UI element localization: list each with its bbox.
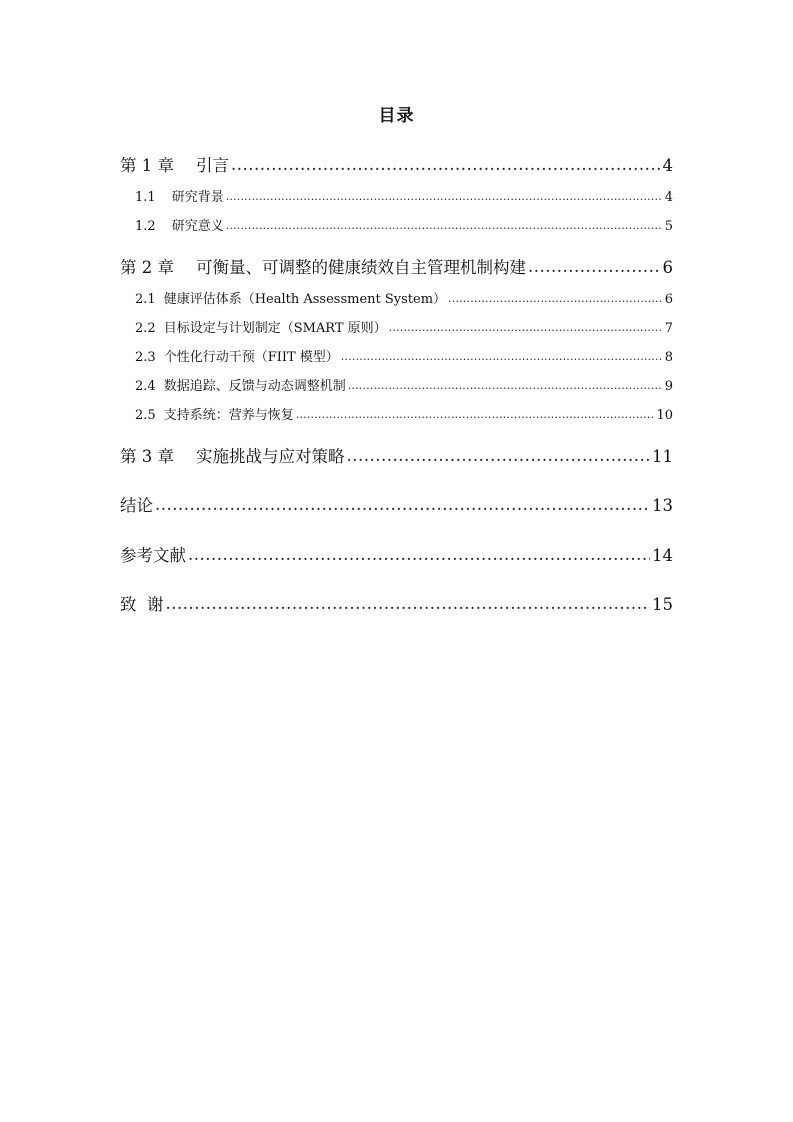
toc-entry-page: 6: [662, 258, 673, 277]
toc-leader-dots: [341, 347, 663, 367]
toc-entry-number: 2.5: [135, 408, 156, 423]
toc-entry-label: 致 谢: [120, 595, 164, 614]
toc-entry-page: 10: [656, 408, 673, 423]
toc-leader-dots: [389, 318, 663, 338]
toc-entry-page: 8: [664, 350, 673, 365]
toc-entry-page: 6: [664, 292, 673, 307]
toc-entry-label: 引言: [196, 156, 229, 175]
toc-entry-page: 5: [664, 219, 673, 234]
toc-entry-page: 14: [652, 546, 673, 565]
toc-entry-label: 可衡量、可调整的健康绩效自主管理机制构建: [196, 258, 526, 277]
toc-entry-acknowledgements[interactable]: [120, 593, 673, 617]
toc-entry-chapter-2[interactable]: [120, 256, 673, 280]
toc-entry-label: 健康评估体系（Health Assessment System）: [163, 292, 447, 307]
toc-entry-label: 数据追踪、反馈与动态调整机制: [163, 379, 346, 394]
toc-entry-number: 2.4: [135, 379, 156, 394]
toc-entry-number: 1.1: [135, 190, 156, 205]
toc-entry-number: 2.3: [135, 350, 156, 365]
toc-entry-label: 实施挑战与应对策略: [196, 447, 345, 466]
toc-leader-dots: [448, 289, 663, 309]
toc-entry-number: 1.2: [135, 219, 156, 234]
toc-entry-section-2-3[interactable]: [135, 348, 673, 368]
toc-entry-label: 支持系统：营养与恢复: [163, 408, 294, 423]
toc-entry-section-1-2[interactable]: [135, 217, 673, 237]
toc-leader-dots: [226, 216, 663, 236]
toc-entry-page: 4: [664, 190, 673, 205]
toc-entry-section-2-4[interactable]: [135, 377, 673, 397]
toc-entry-chapter-3[interactable]: [120, 445, 673, 469]
toc-leader-dots: [231, 153, 661, 177]
toc-entry-number: 2.1: [135, 292, 156, 307]
toc-entry-number: 第 2 章: [120, 258, 174, 277]
toc-entry-label: 个性化行动干预（FIIT 模型）: [163, 350, 339, 365]
toc-entry-page: 7: [664, 321, 673, 336]
toc-entry-chapter-1[interactable]: [120, 154, 673, 178]
toc-entry-page: 11: [652, 447, 673, 466]
toc-leader-dots: [155, 493, 650, 517]
toc-entry-page: 15: [652, 595, 673, 614]
toc-entry-page: 4: [662, 156, 673, 175]
toc-entry-page: 13: [652, 496, 673, 515]
toc-title: 目录: [378, 106, 415, 126]
toc-entry-section-2-1[interactable]: [135, 290, 673, 310]
toc-leader-dots: [348, 376, 663, 396]
toc-entry-number: 第 3 章: [120, 447, 174, 466]
toc-leader-dots: [226, 187, 663, 207]
toc-entry-section-2-5[interactable]: [135, 406, 673, 426]
toc-entry-label: 结论: [120, 496, 153, 515]
toc-entry-label: 目标设定与计划制定（SMART 原则）: [163, 321, 387, 336]
toc-entry-label: 研究背景: [171, 190, 224, 205]
toc-entry-section-1-1[interactable]: [135, 188, 673, 208]
toc-entry-references[interactable]: [120, 544, 673, 568]
toc-entry-number: 2.2: [135, 321, 156, 336]
toc-entry-label: 研究意义: [171, 219, 224, 234]
toc-entry-section-2-2[interactable]: [135, 319, 673, 339]
toc-leader-dots: [188, 543, 650, 567]
toc-leader-dots: [166, 592, 651, 616]
toc-entry-number: 第 1 章: [120, 156, 174, 175]
toc-entry-label: 参考文献: [120, 546, 186, 565]
toc-entry-conclusion[interactable]: [120, 494, 673, 518]
toc-entry-page: 9: [664, 379, 673, 394]
toc-leader-dots: [347, 444, 651, 468]
toc-leader-dots: [296, 405, 655, 425]
toc-leader-dots: [528, 255, 661, 279]
